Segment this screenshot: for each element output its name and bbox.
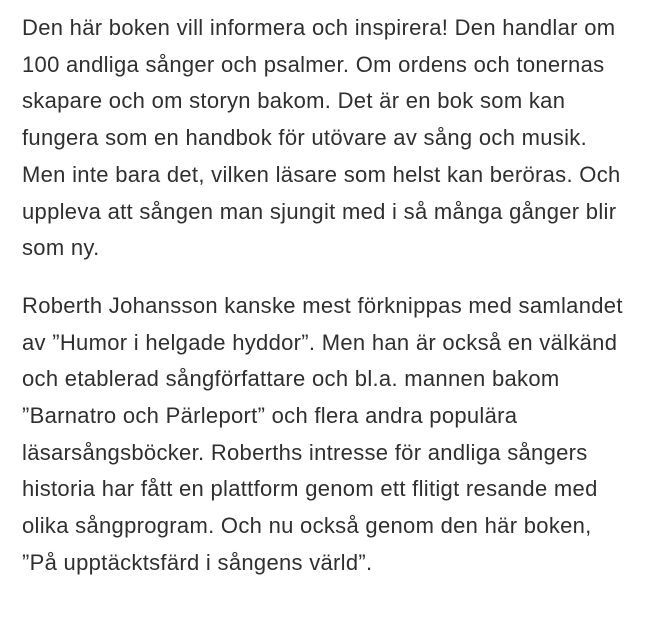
paragraph-book-intro: Den här boken vill informera och inspirera! Den handlar om 100 andliga sånger och psalmer. Om ordens och tonernas skapare och om storyn bakom. Det är en bok som kan fungera som en handbok för utövare av sång och musik. Men inte bara det, vilken läsare som helst kan beröras. Och uppleva att sången man sjungit med i så många gånger blir som ny. xyxy=(22,15,621,261)
paragraph-author-bio: Roberth Johansson kanske mest förknippas med samlandet av ”Humor i helgade hyddor”. Men han är också en välkänd och etablerad sångförfattare och bl.a. mannen bakom ”Barnatro och Pärleport” och flera andra populära läsarsångsböcker. Roberths intresse för andliga sångers historia har fått en plattform genom ett flitigt resande med olika sångprogram. Och nu också genom den här boken, ”På upptäcktsfärd i sångens värld”. xyxy=(22,292,623,575)
